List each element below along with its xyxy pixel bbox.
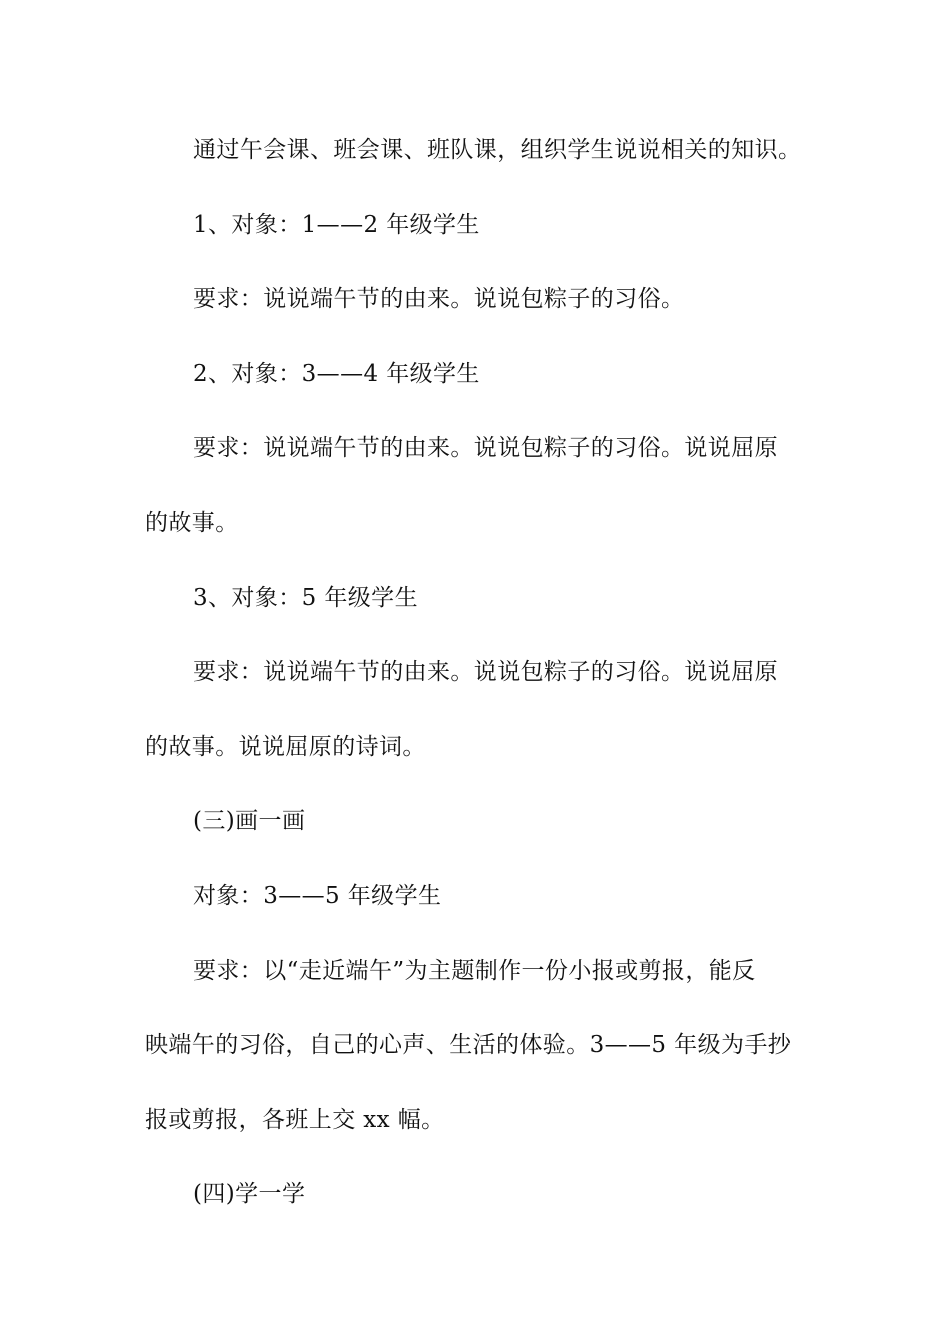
paragraph-line: 的故事。说说屈原的诗词。 (145, 733, 426, 760)
paragraph-line: 的故事。 (145, 509, 239, 536)
paragraph-line: 报或剪报，各班上交 xx 幅。 (145, 1106, 445, 1133)
paragraph-line: 1、对象：1——2 年级学生 (193, 211, 480, 238)
paragraph-line: 3、对象：5 年级学生 (193, 584, 418, 611)
paragraph-line: 要求：说说端午节的由来。说说包粽子的习俗。说说屈原 (193, 659, 778, 686)
paragraph-line: 要求：以“走近端午”为主题制作一份小报或剪报，能反 (193, 957, 756, 984)
paragraph-line: 2、对象：3——4 年级学生 (193, 360, 480, 387)
paragraph-line: 对象：3——5 年级学生 (193, 882, 442, 909)
section-heading: (三)画一画 (193, 808, 306, 835)
paragraph-line: 映端午的习俗，自己的心声、生活的体验。3——5 年级为手抄 (145, 1032, 792, 1059)
section-heading: (四)学一学 (193, 1181, 306, 1208)
document-body (145, 132, 810, 1251)
paragraph-line: 要求：说说端午节的由来。说说包粽子的习俗。 (193, 286, 685, 313)
paragraph-line: 通过午会课、班会课、班队课，组织学生说说相关的知识。 (193, 137, 802, 163)
paragraph-line: 要求：说说端午节的由来。说说包粽子的习俗。说说屈原 (193, 435, 778, 462)
